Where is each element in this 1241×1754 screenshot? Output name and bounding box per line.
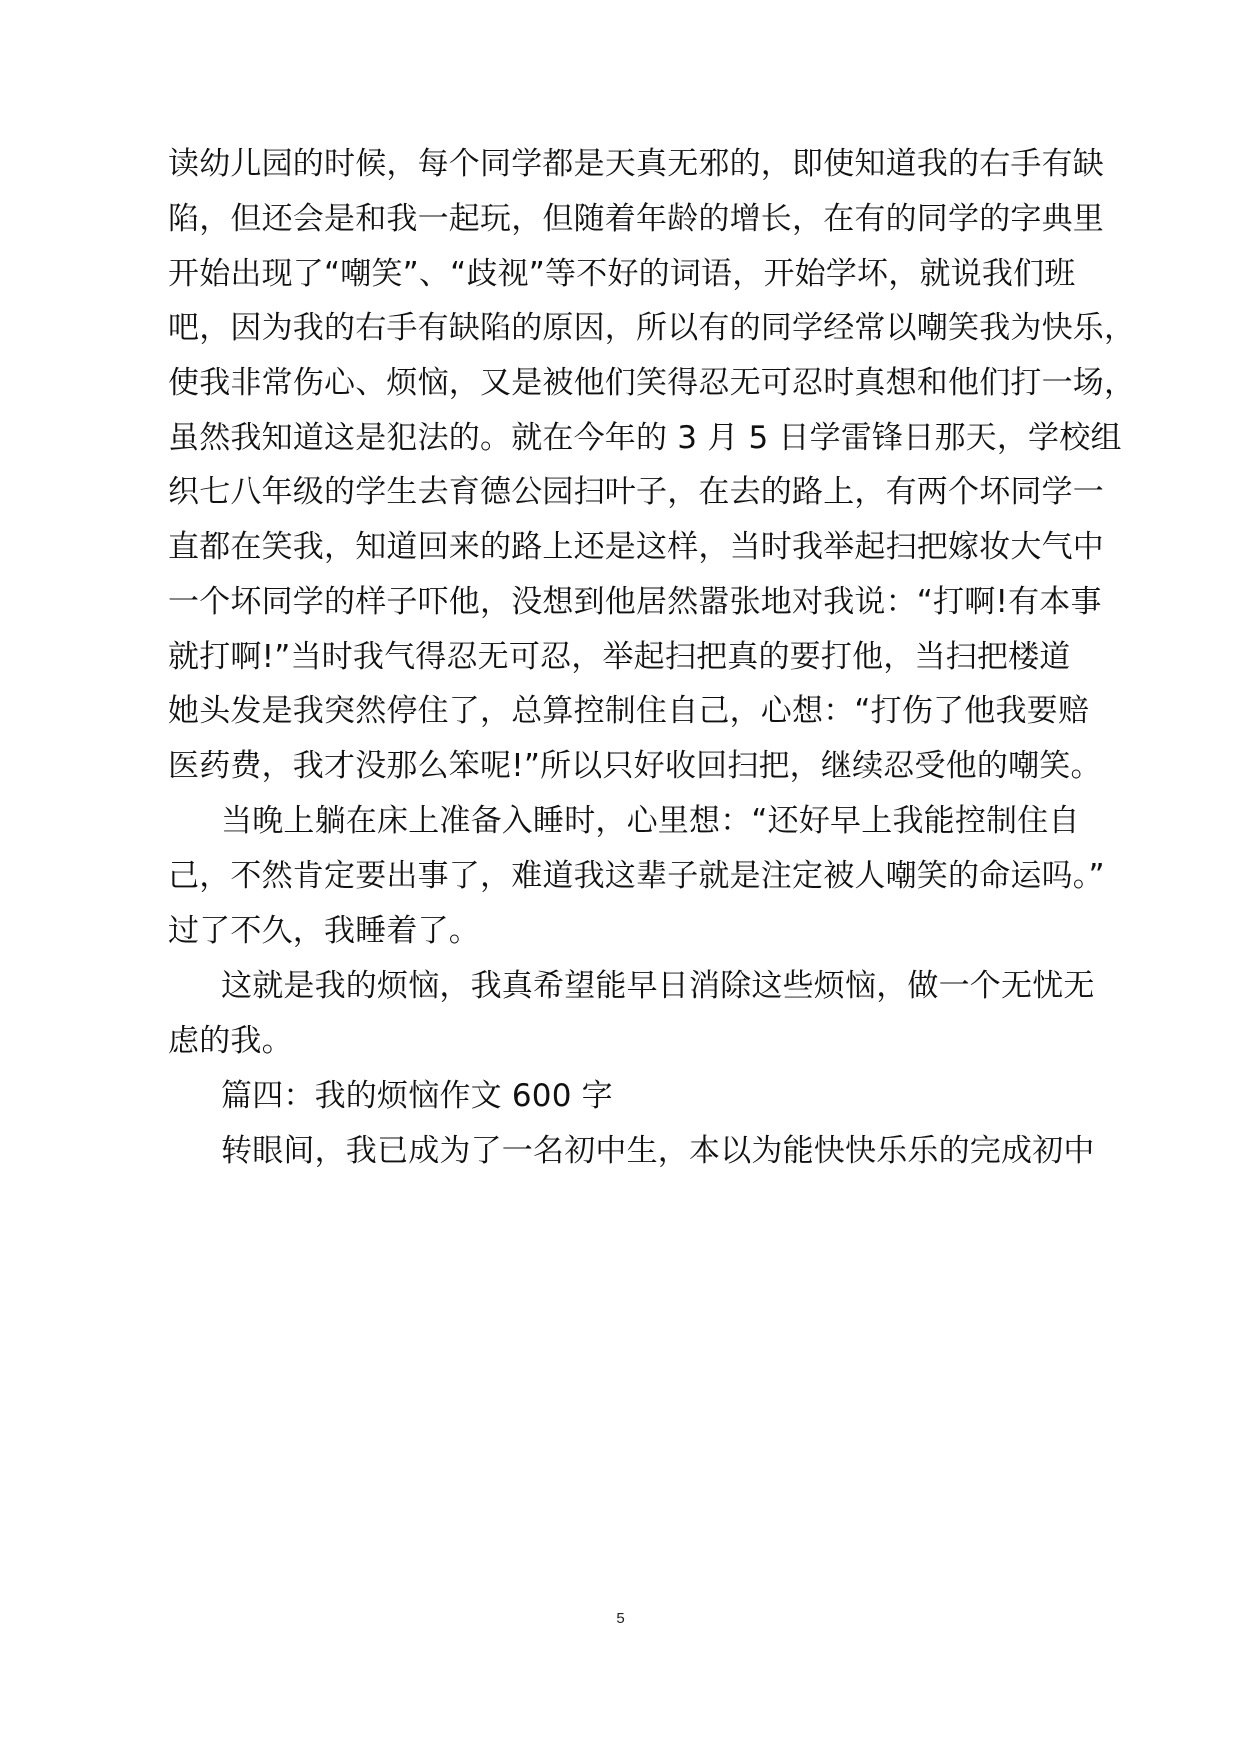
text-line: [0, 577, 1241, 627]
line-text: 她头发是我突然停住了，总算控制住自己，心想：“打伤了他我要赔: [168, 693, 1090, 729]
line-text: 医药费，我才没那么笨呢!”所以只好收回扫把，继续忍受他的嘲笑。: [168, 748, 1102, 784]
line-text: 篇四：我的烦恼作文 600 字: [221, 1078, 613, 1114]
line-text: 当晚上躺在床上准备入睡时，心里想：“还好早上我能控制住自: [221, 803, 1080, 839]
text-line: [0, 686, 1241, 736]
line-text: 虽然我知道这是犯法的。就在今年的 3 月 5 日学雷锋日那天，学校组: [168, 420, 1122, 456]
line-text: 一个坏同学的样子吓他，没想到他居然嚣张地对我说：“打啊!有本事: [168, 584, 1102, 620]
text-line: [0, 194, 1241, 244]
line-text: 读幼儿园的时候，每个同学都是天真无邪的，即使知道我的右手有缺: [168, 146, 1104, 182]
text-line: [0, 741, 1241, 791]
text-line: [0, 358, 1241, 408]
text-line: [0, 632, 1241, 682]
text-line: [0, 467, 1241, 517]
text-line: [0, 413, 1241, 463]
text-line: [0, 303, 1241, 353]
line-text: 这就是我的烦恼，我真希望能早日消除这些烦恼，做一个无忧无: [221, 968, 1095, 1004]
text-line: [0, 1016, 1241, 1066]
text-line: [0, 906, 1241, 956]
page-number: 5: [616, 1610, 625, 1627]
text-line: [0, 522, 1241, 572]
section-heading: [0, 1071, 1241, 1121]
line-text: 虑的我。: [168, 1023, 293, 1059]
text-line: [0, 139, 1241, 189]
line-text: 开始出现了“嘲笑”、“歧视”等不好的词语，开始学坏，就说我们班: [168, 256, 1076, 292]
text-line: [0, 1126, 1241, 1176]
line-text: 使我非常伤心、烦恼，又是被他们笑得忍无可忍时真想和他们打一场，: [168, 365, 1136, 401]
text-line: [0, 851, 1241, 901]
line-text: 吧，因为我的右手有缺陷的原因，所以有的同学经常以嘲笑我为快乐，: [168, 310, 1136, 346]
line-text: 过了不久，我睡着了。: [168, 913, 480, 949]
line-text: 就打啊!”当时我气得忍无可忍，举起扫把真的要打他，当扫把楼道: [168, 639, 1071, 675]
line-text: 己，不然肯定要出事了，难道我这辈子就是注定被人嘲笑的命运吗。”: [168, 858, 1105, 894]
text-line: [0, 249, 1241, 299]
line-text: 直都在笑我，知道回来的路上还是这样，当时我举起扫把嫁妆大气中: [168, 529, 1104, 565]
line-text: 转眼间，我已成为了一名初中生，本以为能快快乐乐的完成初中: [221, 1133, 1095, 1169]
text-line: [0, 961, 1241, 1011]
text-line: [0, 796, 1241, 846]
line-text: 织七八年级的学生去育德公园扫叶子，在去的路上，有两个坏同学一: [168, 474, 1104, 510]
line-text: 陷，但还会是和我一起玩，但随着年龄的增长，在有的同学的字典里: [168, 201, 1104, 237]
